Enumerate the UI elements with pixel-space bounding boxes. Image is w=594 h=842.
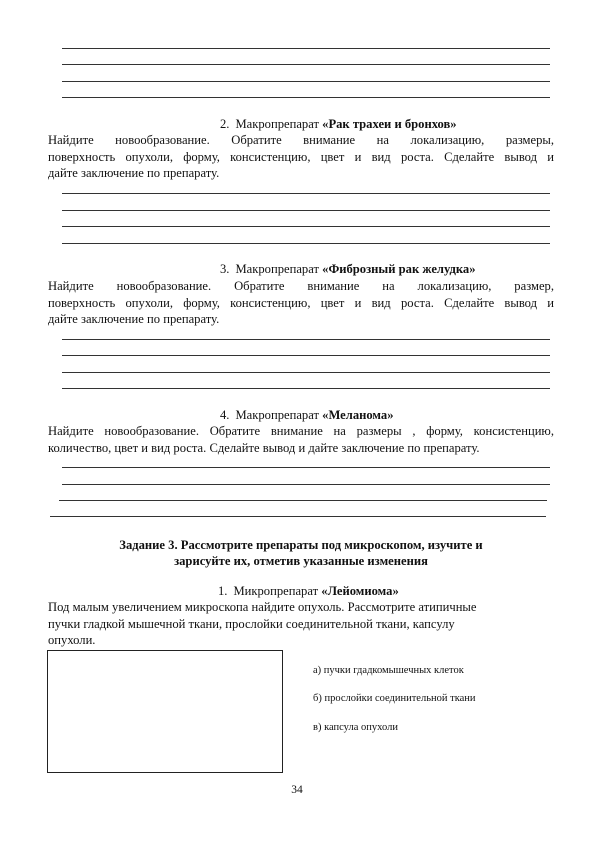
section-heading [220, 262, 476, 277]
section-title: «Лейомиома» [321, 584, 399, 598]
answer-line [62, 372, 550, 373]
answer-line [62, 226, 550, 227]
answer-line [62, 81, 550, 82]
section-title: «Фиброзный рак желудка» [322, 262, 476, 276]
instruction-line: Найдите новообразование. Обратите внимание на размеры , форму, консистенцию, [48, 424, 554, 438]
instruction-line: Под малым увеличением микроскопа найдите опухоль. Рассмотрите атипичные [48, 600, 477, 614]
instruction-line: опухоли. [48, 633, 96, 647]
instruction-line: количество, цвет и вид роста. Сделайте вывод и дайте заключение по препарату. [48, 440, 480, 455]
instruction-line: поверхность опухоли, форму, консистенцию, цвет и вид роста. Сделайте вывод и [48, 295, 554, 310]
section-heading [220, 117, 457, 132]
task-heading-line: Задание 3. Рассмотрите препараты под микроскопом, изучите и [119, 538, 483, 552]
section-title: «Меланома» [322, 408, 394, 422]
answer-line [62, 339, 550, 340]
instruction-line: дайте заключение по препарату. [48, 312, 220, 326]
answer-line [62, 484, 550, 485]
answer-line [59, 500, 547, 501]
answer-line [62, 388, 550, 389]
answer-line [62, 355, 550, 356]
section-instructions [48, 423, 554, 456]
section-prefix: Микропрепарат [233, 584, 319, 598]
label-b: б) прослойки соединительной ткани [313, 693, 476, 704]
section-heading [220, 408, 394, 423]
section-prefix: Макропрепарат [235, 262, 319, 276]
instruction-line: дайте заключение по препарату. [48, 166, 220, 180]
instruction-line: Найдите новообразование. Обратите внимание на локализацию, размер, [48, 279, 554, 293]
section-prefix: Макропрепарат [235, 408, 319, 422]
drawing-area[interactable] [47, 650, 283, 773]
answer-line [62, 243, 550, 244]
section-instructions [48, 599, 554, 649]
section-number: 3. [220, 262, 230, 276]
section-heading [218, 584, 399, 599]
answer-line [62, 467, 550, 468]
section-number: 1. [218, 584, 228, 598]
task-heading [48, 537, 554, 569]
section-number: 2. [220, 117, 230, 131]
section-number: 4. [220, 408, 230, 422]
answer-line [62, 97, 550, 98]
section-title: «Рак трахеи и бронхов» [322, 117, 457, 131]
answer-line [62, 193, 550, 194]
instruction-line: Найдите новообразование. Обратите внимание на локализацию, размеры, [48, 133, 554, 147]
instruction-line: поверхность опухоли, форму, консистенцию, цвет и вид роста. Сделайте вывод и [48, 149, 554, 164]
answer-line [62, 48, 550, 49]
section-prefix: Макропрепарат [235, 117, 319, 131]
instruction-line: пучки гладкой мышечной ткани, прослойки соединительной ткани, капсулу [48, 616, 455, 631]
page-number: 34 [291, 784, 303, 796]
answer-line [50, 516, 546, 517]
section-instructions [48, 278, 554, 328]
label-a: а) пучки гдадкомышечных клеток [313, 665, 464, 676]
task-heading-line: зарисуйте их, отметив указанные изменения [174, 554, 428, 568]
answer-line [62, 64, 550, 65]
section-instructions [48, 132, 554, 182]
label-c: в) капсула опухоли [313, 722, 398, 733]
answer-line [62, 210, 550, 211]
